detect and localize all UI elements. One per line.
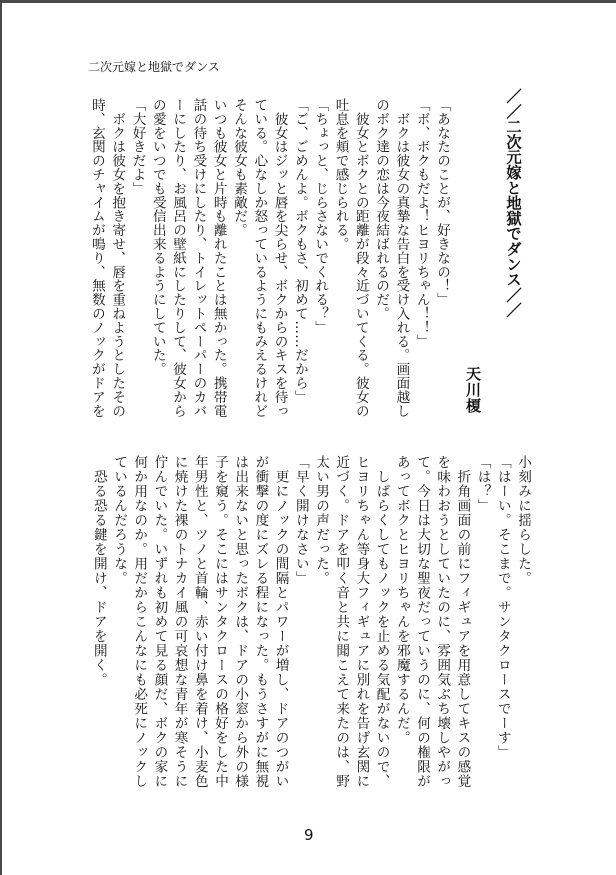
- text-line: 佇んでいた。いずれも初めて見る顔だ、ボクの家に: [151, 455, 168, 789]
- text-line: 折角画面の前にフィギュアを用意してキスの感覚: [454, 455, 471, 789]
- text-line: 「ちょっと、じらさないでくれる？」: [312, 98, 329, 335]
- text-line: ボクは彼女の真摯な告白を受け入れる。画面越し: [393, 98, 410, 418]
- text-line: に焼けた裸のトナカイ風の可哀想な青年が寒そうに: [171, 455, 188, 789]
- text-line: 更にノックの間隔とパワーが増し、ドアのつがい: [272, 455, 289, 789]
- running-header: 二次元嫁と地獄でダンス: [88, 60, 220, 74]
- text-line: ているんだろうな。: [111, 455, 127, 586]
- author-name: 天川榎: [464, 366, 482, 414]
- text-line: いつも彼女と片時も離れたことは無かった。携帯電: [210, 98, 227, 418]
- text-line: 彼女とボクとの距離が段々近づいてくる。彼女の: [352, 98, 369, 418]
- text-line: が衝撃の度にズレる程になった。もうさすがに無視: [252, 455, 269, 789]
- text-line: て。今日は大切な聖夜だっていうのに、何の権限が: [414, 455, 430, 789]
- text-line: 時、玄関のチャイムが鳴り、無数のノックがドアを: [88, 98, 105, 418]
- text-line: 話の待ち受けにしたり、トイレットペーパーのカバ: [190, 98, 207, 418]
- text-line: ーにしたり、お風呂の壁紙にしたりして、彼女から: [170, 98, 187, 418]
- text-line: ヒヨリちゃん等身大フィギュアに別れを告げ玄関に: [353, 455, 370, 789]
- text-line: 「あなたのことが、好きなの！」: [434, 98, 450, 307]
- viewer-frame-top: [0, 0, 616, 3]
- text-line: 子を窺う。そこにはサンタクロースの格好をした中: [212, 455, 228, 789]
- text-line: は出来ないと思ったボクは、ドアの小窓から外の様: [232, 455, 249, 789]
- text-line: 「早く開けなさい」: [292, 455, 309, 586]
- viewer-frame-left: [0, 0, 2, 875]
- text-line: のボク達の恋は今夜結ばれるのだ。: [373, 98, 390, 321]
- text-line: ている。心なしか怒っているようにもみえるけれど: [251, 98, 268, 418]
- text-line: 小刻みに揺らした。: [515, 455, 531, 586]
- text-line: あってボクとヒヨリちゃんを邪魔するんだ。: [393, 455, 410, 745]
- text-line: 彼女はジッと唇を尖らせ、ボクからのキスを待っ: [271, 98, 288, 418]
- text-line: 年男性と、ツノと首輪、赤い付け鼻を着け、小麦色: [191, 455, 208, 789]
- text-line: 「はーい。そこまで。サンタクロースでーす」: [494, 455, 511, 760]
- story-title: ／／二次元嫁と地獄でダンス／／: [504, 88, 522, 318]
- text-line: 「は？」: [474, 455, 491, 513]
- text-line: しばらくしてもノックを止める気配がないので、: [373, 455, 390, 789]
- text-line: 吐息を頬で感じられる。: [332, 98, 349, 251]
- text-line: そんな彼女も素敵だ。: [231, 98, 247, 237]
- text-line: 何か用なのか。用だからこんなにも必死にノックし: [131, 455, 148, 789]
- text-line: 恐る恐る鍵を開け、ドアを開く。: [90, 455, 107, 687]
- text-line: ボクは彼女を抱き寄せ、唇を重ねようとしたその: [109, 98, 126, 418]
- text-line: 近づく。ドアを叩く音と共に聞こえて来たのは、野: [333, 455, 350, 789]
- text-line: を味わおうとしていたのに、雰囲気ぶち壊しやがっ: [434, 455, 451, 789]
- text-line: 「ボ、ボクもだよ！ヒヨリちゃん！！」: [413, 98, 430, 349]
- text-line: の愛をいつでも受信出来るようにしていた。: [149, 98, 166, 376]
- page-number: 9: [304, 826, 314, 844]
- text-line: 「ご、ごめんよ。ボクもさ、初めて……だから」: [291, 98, 308, 404]
- text-line: 「大好きだよ」: [129, 98, 146, 196]
- text-line: 太い男の声だった。: [313, 455, 329, 586]
